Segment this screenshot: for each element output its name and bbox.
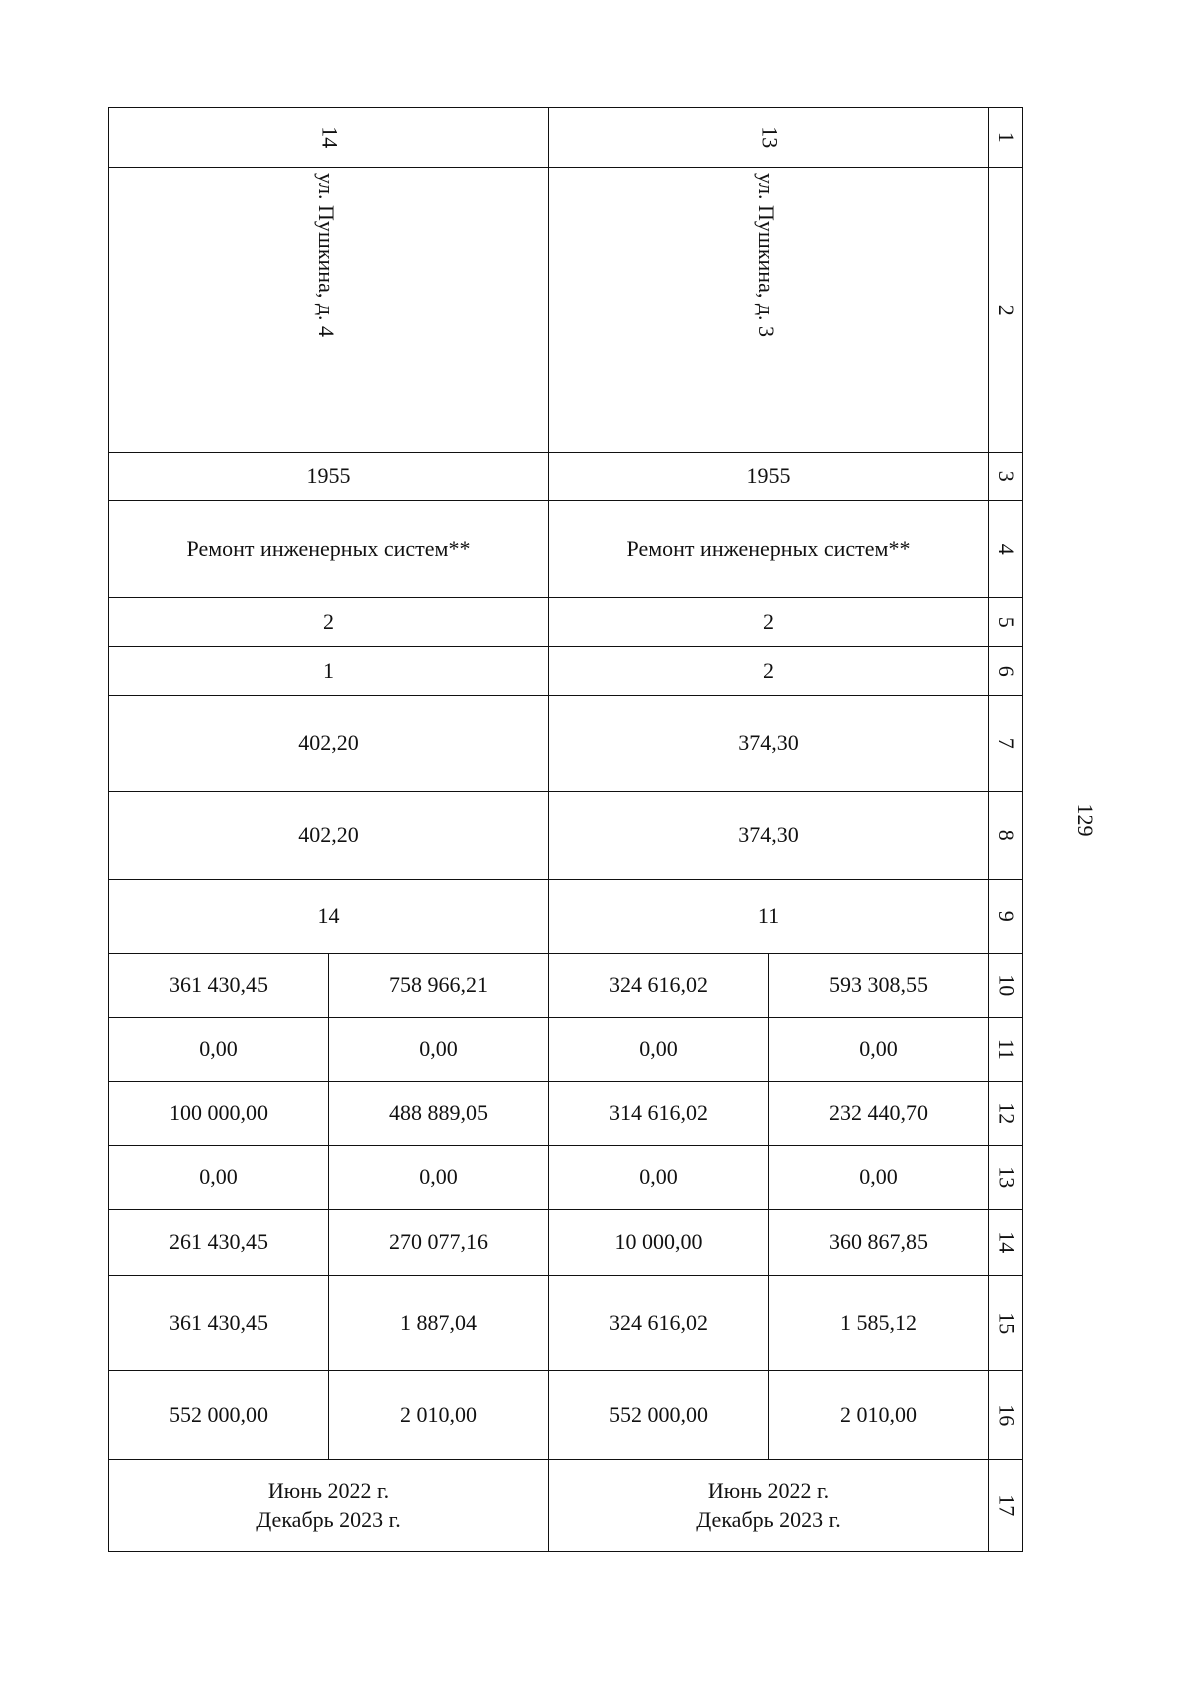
row-17 — [109, 1460, 1023, 1552]
row-14 — [109, 1210, 1023, 1276]
value-cell: 0,00 — [329, 1146, 549, 1210]
row-number: 5 — [989, 598, 1023, 647]
value-cell: 324 616,02 — [549, 954, 769, 1018]
row-5 — [109, 598, 1023, 647]
value-cell: 0,00 — [549, 1018, 769, 1082]
row-number: 10 — [989, 954, 1023, 1018]
row-number: 1 — [989, 108, 1023, 168]
period-end: Декабрь 2023 г. — [696, 1506, 841, 1532]
residents: 14 — [109, 880, 549, 954]
row-9 — [109, 880, 1023, 954]
value-cell: 1 585,12 — [769, 1276, 989, 1371]
entrances: 2 — [549, 647, 989, 696]
value-cell: 2 010,00 — [769, 1371, 989, 1460]
area-living: 402,20 — [109, 792, 549, 880]
row-7 — [109, 696, 1023, 792]
row-number: 17 — [989, 1460, 1023, 1552]
value-cell: 261 430,45 — [109, 1210, 329, 1276]
entrances: 1 — [109, 647, 549, 696]
building-number: 13 — [549, 108, 989, 168]
row-13 — [109, 1146, 1023, 1210]
row-number: 4 — [989, 501, 1023, 598]
row-number: 7 — [989, 696, 1023, 792]
row-number: 14 — [989, 1210, 1023, 1276]
row-number: 8 — [989, 792, 1023, 880]
row-number: 9 — [989, 880, 1023, 954]
floors: 2 — [549, 598, 989, 647]
row-15 — [109, 1276, 1023, 1371]
year-built: 1955 — [549, 453, 989, 501]
value-cell: 10 000,00 — [549, 1210, 769, 1276]
value-cell: 552 000,00 — [109, 1371, 329, 1460]
value-cell: 593 308,55 — [769, 954, 989, 1018]
value-cell: 314 616,02 — [549, 1082, 769, 1146]
row-number: 15 — [989, 1276, 1023, 1371]
area-total: 374,30 — [549, 696, 989, 792]
value-cell: 0,00 — [549, 1146, 769, 1210]
row-number: 16 — [989, 1371, 1023, 1460]
row-8 — [109, 792, 1023, 880]
row-1 — [109, 108, 1023, 168]
area-total: 402,20 — [109, 696, 549, 792]
value-cell: 0,00 — [769, 1018, 989, 1082]
row-16 — [109, 1371, 1023, 1460]
row-4 — [109, 501, 1023, 598]
value-cell: 361 430,45 — [109, 1276, 329, 1371]
work-type: Ремонт инженерных систем** — [549, 501, 989, 598]
row-number: 11 — [989, 1018, 1023, 1082]
row-number: 12 — [989, 1082, 1023, 1146]
row-number: 2 — [989, 168, 1023, 453]
row-12 — [109, 1082, 1023, 1146]
value-cell: 0,00 — [109, 1146, 329, 1210]
row-number: 6 — [989, 647, 1023, 696]
value-cell: 488 889,05 — [329, 1082, 549, 1146]
period-start: Июнь 2022 г. — [707, 1477, 830, 1503]
row-number: 13 — [989, 1146, 1023, 1210]
building-address: ул. Пушкина, д. 4 — [109, 168, 549, 453]
row-10 — [109, 954, 1023, 1018]
period-end: Декабрь 2023 г. — [256, 1506, 401, 1532]
row-number: 3 — [989, 453, 1023, 501]
residents: 11 — [549, 880, 989, 954]
area-living: 374,30 — [549, 792, 989, 880]
period-start: Июнь 2022 г. — [267, 1477, 390, 1503]
work-period — [109, 1460, 549, 1552]
value-cell: 552 000,00 — [549, 1371, 769, 1460]
value-cell: 324 616,02 — [549, 1276, 769, 1371]
row-2 — [109, 168, 1023, 453]
row-6 — [109, 647, 1023, 696]
page-number: 129 — [1073, 803, 1098, 837]
row-3 — [109, 453, 1023, 501]
value-cell: 1 887,04 — [329, 1276, 549, 1371]
work-period — [549, 1460, 989, 1552]
value-cell: 0,00 — [769, 1146, 989, 1210]
floors: 2 — [109, 598, 549, 647]
year-built: 1955 — [109, 453, 549, 501]
value-cell: 2 010,00 — [329, 1371, 549, 1460]
building-number: 14 — [109, 108, 549, 168]
row-11 — [109, 1018, 1023, 1082]
repair-program-table — [108, 107, 1023, 1552]
value-cell: 100 000,00 — [109, 1082, 329, 1146]
value-cell: 0,00 — [109, 1018, 329, 1082]
value-cell: 758 966,21 — [329, 954, 549, 1018]
building-address: ул. Пушкина, д. 3 — [549, 168, 989, 453]
value-cell: 360 867,85 — [769, 1210, 989, 1276]
value-cell: 232 440,70 — [769, 1082, 989, 1146]
value-cell: 0,00 — [329, 1018, 549, 1082]
work-type: Ремонт инженерных систем** — [109, 501, 549, 598]
value-cell: 270 077,16 — [329, 1210, 549, 1276]
value-cell: 361 430,45 — [109, 954, 329, 1018]
